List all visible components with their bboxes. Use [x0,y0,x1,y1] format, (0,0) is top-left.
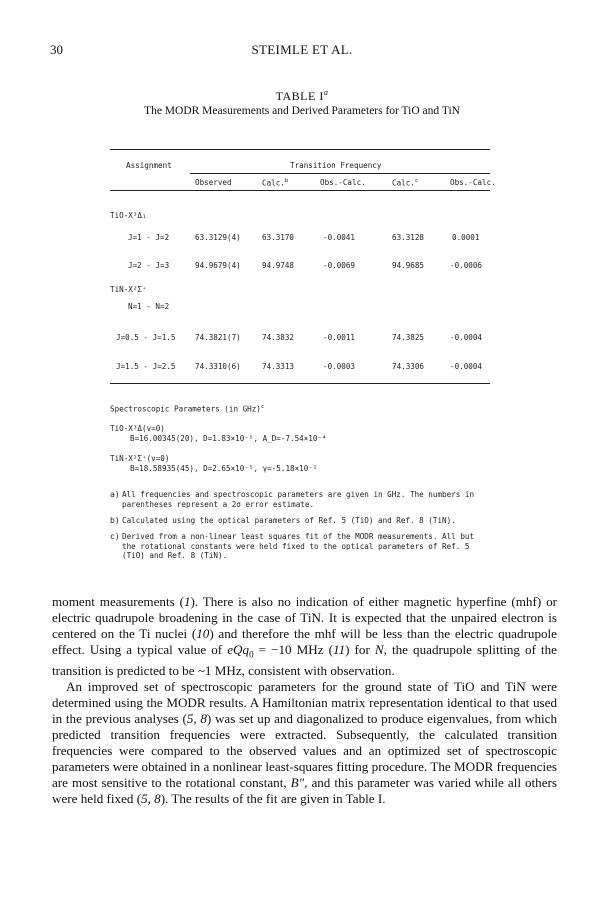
tio-state: TiO-X³Δ(v=0) [110,424,165,433]
row-obs-calc: 0.0001 [452,233,480,242]
group-sublabel-tin: N=1 - N=2 [128,302,170,311]
col-calc-c: Calc.$^c$ [392,178,419,188]
col-calc-b: Calc.$^b$ [262,178,289,188]
body-text [52,594,557,807]
row-assign: J=0.5 - J=1.5 [116,333,176,342]
tio-params: B=16.00345(20), D=1.83×10⁻⁵, A_D=-7.54×10⁻⁴ [130,434,327,443]
row-observed: 63.3129(4) [195,233,241,242]
row-obs-calc: -0.0006 [450,261,483,270]
row-calc: 63.3170 [262,233,295,242]
table-label-text: TABLE I [275,89,324,103]
group-label-tio: TiO-X³Δ₁ [110,211,147,220]
table-label [0,88,604,104]
row-obs-calc: -0.0004 [450,362,483,371]
row-calc: 74.3825 [392,333,425,342]
page-number: 30 [50,42,63,57]
row-calc: 74.3313 [262,362,295,371]
table-label-note: a [323,88,329,97]
tin-state: TiN-X²Σ⁺(v=0) [110,454,170,463]
row-obs-calc: -0.0069 [323,261,356,270]
group-label-tin: TiN-X²Σ⁺ [110,285,147,294]
col-assignment: Assignment [126,161,172,170]
paragraph: moment measurements (1). There is also no indication of either magnetic hyperfine (mhf) or electric quadrupole broadening in the case of TiN. It is expected that the unpaired electron is centered on the Ti nuclei (10) and therefore the mhf will be less than the electric quadrupole effect. Using a typical value of eQq$_0$ = −10 MHz (11) for N, the quadrupole splitting of the transition is predicted to be ~1 MHz, consistent with observation. [52,594,557,678]
running-head: STEIMLE ET AL. [251,42,353,57]
row-assign: J=1.5 - J=2.5 [116,362,176,371]
row-calc: 74.3832 [262,333,295,342]
row-observed: 74.3821(7) [195,333,241,342]
table-top-rule [110,149,490,150]
row-obs-calc: -0.0003 [323,362,356,371]
group-rule [190,173,490,174]
tin-params: B=18.58935(45), D=2.65×10⁻⁵, γ=-5.18×10⁻² [130,464,318,473]
col-obs-calc-2: Obs.-Calc. [450,178,496,187]
row-calc: 94.9748 [262,261,295,270]
row-calc: 63.3128 [392,233,425,242]
col-group: Transition Frequency [290,161,382,170]
col-observed: Observed [195,178,232,187]
row-obs-calc: -0.0011 [323,333,356,342]
row-calc: 94.9685 [392,261,425,270]
row-obs-calc: -0.0004 [450,333,483,342]
col-obs-calc-1: Obs.-Calc. [320,178,366,187]
table-caption: The MODR Measurements and Derived Parameters for TiO and TiN [144,105,460,117]
row-calc: 74.3306 [392,362,425,371]
paragraph: An improved set of spectroscopic parameters for the ground state of TiO and TiN were determined using the MODR results. A Hamiltonian matrix representation identical to that used in the previous analyses (5, 8) was set up and diagonalized to produce eigenvalues, from which predicted transition frequencies were extracted. Subsequently, the calculated transition frequencies were compared to the observed values and an optimized set of spectroscopic parameters were obtained in a nonlinear least-squares fitting procedure. The MODR frequencies are most sensitive to the rotational constant, B", and this parameter was varied while all others were held fixed (5, 8). The results of the fit are given in Table I. [52,678,557,806]
row-obs-calc: -0.0041 [323,233,356,242]
row-observed: 94.9679(4) [195,261,241,270]
table-mid-rule [110,383,490,384]
params-heading: Spectroscopic Parameters (in GHz)$^c$ [110,404,265,414]
row-assign: J=1 - J=2 [128,233,170,242]
row-observed: 74.3310(6) [195,362,241,371]
row-assign: J=2 - J=3 [128,261,170,270]
header-bottom-rule [110,190,490,191]
